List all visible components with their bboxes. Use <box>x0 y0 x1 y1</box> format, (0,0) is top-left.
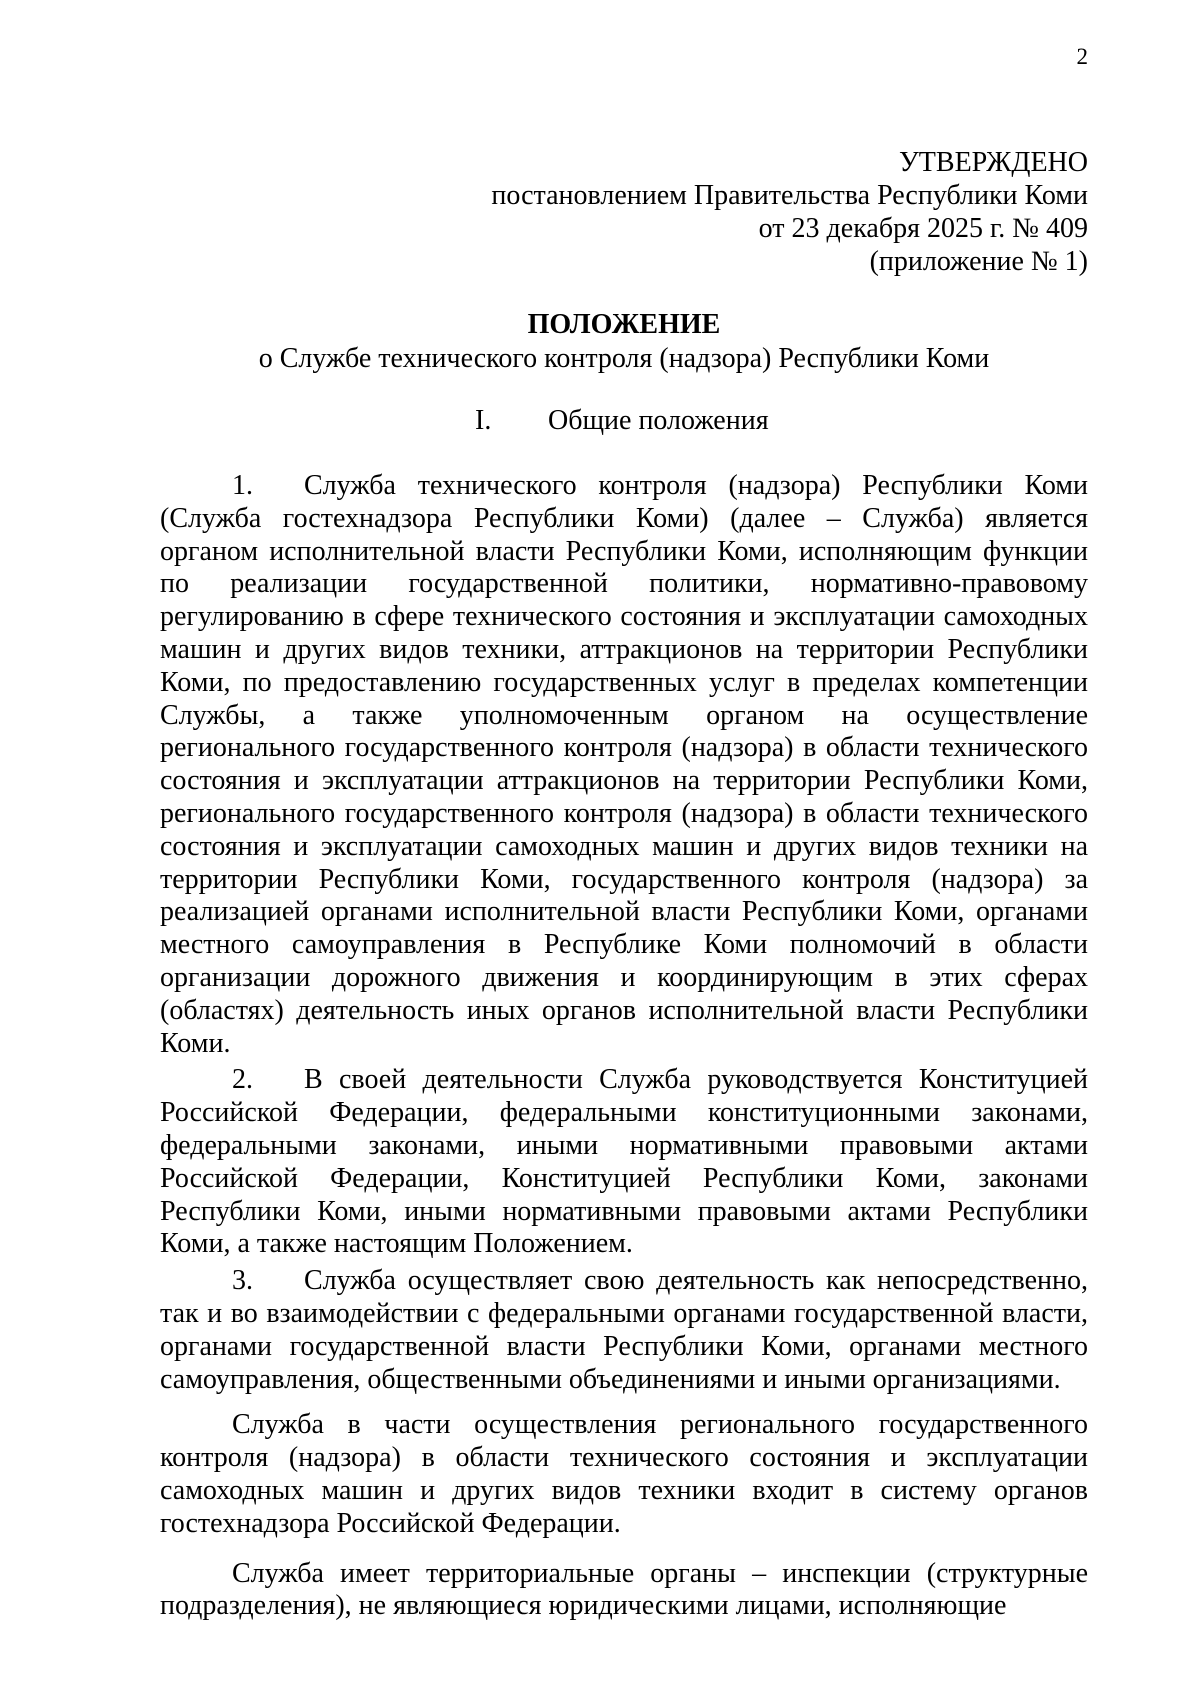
approval-annex-line: (приложение № 1) <box>869 246 1088 277</box>
paragraph-number: 1. <box>232 470 253 501</box>
document-title-block <box>160 308 1088 376</box>
approval-status: УТВЕРЖДЕНО <box>898 147 1088 178</box>
paragraph-2 <box>160 1064 1088 1261</box>
paragraph-3-inspections <box>160 1558 1088 1624</box>
paragraph-3 <box>160 1265 1088 1396</box>
document-subtitle: о Службе технического контроля (надзора) Республики Коми <box>258 343 990 374</box>
paragraph-1 <box>160 470 1088 1060</box>
section-title: Общие положения <box>548 405 769 436</box>
paragraph-text: Служба технического контроля (надзора) Республики Коми (Служба гостехнадзора Республики Коми) (далее – Служба) является органом исполнительной власти Республики Коми, исполняющим функции по реализации государственной политики, нормативно-правовому регулированию в сфере технического состояния и эксплуатации самоходных машин и других видов техники, аттракционов на территории Республики Коми, по предоставлению государственных услуг в пределах компетенции Службы, а также уполномоченным органом на осуществление регионального государственного контроля (надзора) в области технического состояния и эксплуатации аттракционов на территории Республики Коми, регионального государственного контроля (надзора) в области технического состояния и эксплуатации самоходных машин и других видов техники на территории Республики Коми, государственного контроля (надзора) за реализацией органами исполнительной власти Республики Коми, органами местного самоуправления в Республике Коми полномочий в области организации дорожного движения и координирующим в этих сферах (областях) деятельность иных органов исполнительной власти Республики Коми. <box>160 470 1088 1059</box>
paragraph-text: Служба в части осуществления регионального государственного контроля (надзора) в области технического состояния и эксплуатации самоходных машин и других видов техники входит в систему органов гостехнадзора Российской Федерации. <box>160 1409 1088 1539</box>
document-body <box>160 470 1088 1623</box>
approval-stamp <box>388 146 1088 278</box>
paragraph-text: Служба осуществляет свою деятельность как непосредственно, так и во взаимодействии с федеральными органами государственной власти, органами государственной власти Республики Коми, органами местного самоуправления, общественными объединениями и иными организациями. <box>160 1265 1088 1395</box>
approval-resolution-line: постановлением Правительства Республики Коми <box>491 180 1088 211</box>
paragraph-number: 3. <box>232 1265 253 1297</box>
approval-date-line: от 23 декабря 2025 г. № 409 <box>758 213 1088 244</box>
paragraph-number: 2. <box>232 1064 253 1096</box>
section-number: I. <box>475 405 492 436</box>
paragraph-text: В своей деятельности Служба руководствуется Конституцией Российской Федерации, федеральными конституционными законами, федеральными законами, иными нормативными правовыми актами Российской Федерации, Конституцией Республики Коми, законами Республики Коми, иными нормативными правовыми актами Республики Коми, а также настоящим Положением. <box>160 1064 1088 1260</box>
paragraph-text: Служба имеет территориальные органы – инспекции (структурные подразделения), не являющиеся юридическими лицами, исполняющие <box>160 1557 1088 1622</box>
page-number: 2 <box>1076 44 1088 69</box>
paragraph-3-continuation <box>160 1409 1088 1540</box>
document-title: ПОЛОЖЕНИЕ <box>527 309 721 340</box>
